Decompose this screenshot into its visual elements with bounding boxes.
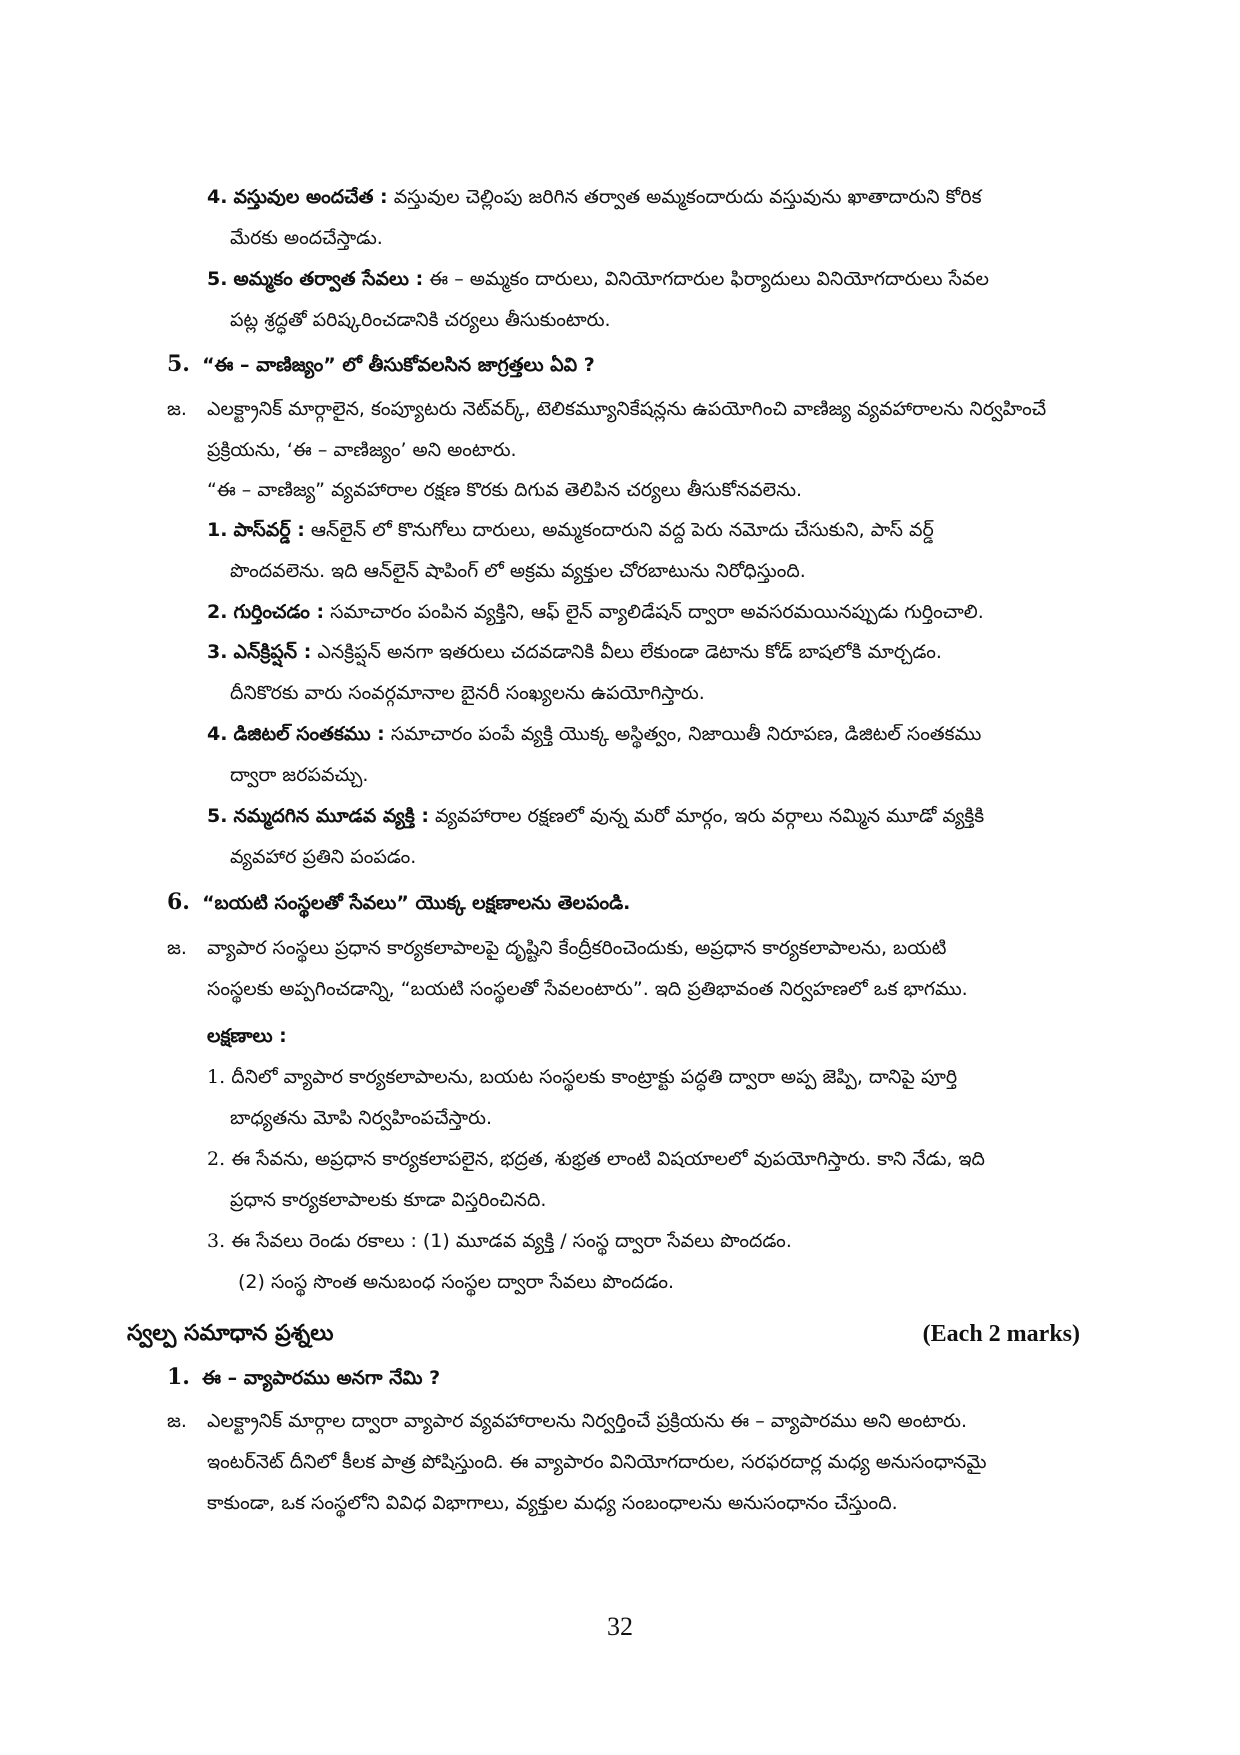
item-5-line2: పట్ల శ్రద్ధతో పరిష్కరించడానికి చర్యలు తీసుకుంటారు. — [230, 309, 611, 331]
point-text-cont: వ్యవహార ప్రతిని పంపడం. — [230, 846, 417, 868]
q5-point-4 — [207, 715, 981, 753]
answer-line: వ్యాపార సంస్థలు ప్రధాన కార్యకలాపాలపై దృష్టిని కేంద్రీకరించెందుకు, అప్రధాన కార్యకలాపాలను, బయటి — [207, 937, 947, 959]
point-number: 3. — [207, 641, 228, 663]
point-text: ఎనక్రిప్షన్ అనగా ఇతరులు చదవడానికి వీలు లేకుండా డెటాను కోడ్ బాషలోకి మార్చడం. — [317, 641, 942, 663]
short-question-1 — [167, 1358, 440, 1397]
point-text-cont: దీనికొరకు వారు సంవర్గమానాల బైనరీ సంఖ్యలను ఉపయోగిస్తారు. — [230, 682, 705, 704]
point-text: సమాచారం పంపిన వ్యక్తిని, ఆఫ్ లైన్ వ్యాలిడేషన్ ద్వారా అవసరమయినప్పుడు గుర్తించాలి. — [330, 601, 984, 623]
q5-point-5 — [207, 797, 984, 835]
question-number: 5. — [167, 351, 190, 377]
item-5-line1 — [207, 260, 989, 298]
question-number: 1. — [167, 1364, 190, 1390]
feature-text: ఈ సేవలు రెండు రకాలు : (1) మూడవ వ్యక్తి / సంస్థ ద్వారా సేవలు పొందడం. — [231, 1230, 792, 1252]
point-number: 1. — [207, 519, 228, 541]
point-text: ఆన్‌లైన్ లో కొనుగోలు దారులు, అమ్మకందారుని వద్ద పెరు నమోదు చేసుకుని, పాస్ వర్డ్ — [310, 519, 934, 541]
item-number: 5. — [207, 268, 228, 290]
item-4-line2: మేరకు అందచేస్తాడు. — [230, 227, 383, 249]
feature-text: దీనిలో వ్యాపార కార్యకలాపాలను, బయట సంస్థలకు కాంట్రాక్టు పద్ధతి ద్వారా అప్ప జెప్పి, దానిపై పూర్తి — [231, 1066, 958, 1088]
feature-text-cont: (2) సంస్థ సొంత అనుబంధ సంస్థల ద్వారా సేవలు పొందడం. — [238, 1271, 675, 1293]
point-text-cont: ద్వారా జరపవచ్చు. — [230, 764, 369, 786]
item-text: ఈ – అమ్మకం దారులు, వినియోగదారుల ఫిర్యాదులు వినియోగదారులు సేవల — [429, 268, 989, 290]
item-text: వస్తువుల చెల్లింపు జరిగిన తర్వాత అమ్మకందారుదు వస్తువును ఖాతాదారుని కోరిక — [393, 186, 982, 208]
q6-feature-1 — [207, 1058, 957, 1096]
answer-prefix: జ. — [167, 1410, 187, 1432]
q5-point-2 — [207, 593, 984, 631]
section-title: స్వల్ప సమాధాన ప్రశ్నలు — [127, 1321, 334, 1346]
answer-line: ఇంటర్‌నెట్ దీనిలో కీలక పాత్ర పోషిస్తుంది. ఈ వ్యాపారం వినియోగదారుల, సరఫరదార్ల మధ్య అనుసంధానమై — [207, 1451, 987, 1473]
feature-number: 2. — [207, 1148, 226, 1170]
q6-feature-2 — [207, 1140, 985, 1178]
point-text: వ్యవహారాల రక్షణలో వున్న మరో మార్గం, ఇరు వర్గాలు నమ్మిన మూడో వ్యక్తికి — [435, 805, 985, 827]
answer-line: ఎలక్ట్రానిక్ మార్గాలైన, కంప్యూటరు నెట్‌వర్క్, టెలికమ్యూనికేషన్లను ఉపయోగించి వాణిజ్య వ్యవహారాలను నిర్వహించే — [207, 398, 1047, 420]
feature-text: ఈ సేవను, అప్రధాన కార్యకలాపలైన, భద్రత, శుభ్రత లాంటి విషయాలలో వుపయోగిస్తారు. కాని నేడు, ఇది — [231, 1148, 985, 1170]
answer-line: కాకుండా, ఒక సంస్థలోని వివిధ విభాగాలు, వ్యక్తుల మధ్య సంబంధాలను అనుసంధానం చేస్తుంది. — [207, 1492, 898, 1514]
question-text: ఈ – వ్యాపారము అనగా నేమి ? — [202, 1367, 441, 1389]
point-label: గుర్తించడం : — [233, 601, 325, 623]
answer-line: ప్రక్రియను, ‘ఈ – వాణిజ్యం’ అని అంటారు. — [207, 439, 517, 461]
item-4-line1 — [207, 178, 982, 216]
item-label: అమ్మకం తర్వాత సేవలు : — [233, 268, 424, 290]
point-text-cont: పొందవలెను. ఇది ఆన్‌లైన్ షాపింగ్ లో అక్రమ వ్యక్తుల చోరబాటును నిరోధిస్తుంది. — [230, 560, 806, 582]
q5-point-1 — [207, 511, 934, 549]
question-number: 6. — [167, 889, 190, 915]
feature-text-cont: బాధ్యతను మోపి నిర్వహింపచేస్తారు. — [230, 1107, 493, 1129]
question-6 — [167, 883, 630, 922]
q6-feature-3 — [207, 1222, 792, 1260]
point-label: నమ్మదగిన మూడవ వ్యక్తి : — [233, 805, 429, 827]
point-number: 4. — [207, 723, 228, 745]
point-label: పాస్‌వర్డ్ : — [233, 519, 305, 541]
answer-prefix: జ. — [167, 398, 187, 420]
point-number: 2. — [207, 601, 228, 623]
question-text: “ఈ – వాణిజ్యం” లో తీసుకోవలసిన జాగ్రత్తలు ఏవి ? — [202, 354, 595, 376]
q5-point-3 — [207, 633, 942, 671]
features-heading: లక్షణాలు : — [207, 1025, 287, 1047]
answer-line: “ఈ – వాణిజ్య” వ్యవహారాల రక్షణ కొరకు దిగువ తెలిపిన చర్యలు తీసుకోనవలెను. — [207, 479, 803, 501]
point-label: డిజిటల్ సంతకము : — [233, 723, 385, 745]
feature-text-cont: ప్రధాన కార్యకలాపాలకు కూడా విస్తరించినది. — [230, 1189, 547, 1211]
answer-line: ఎలక్ట్రానిక్ మార్గాల ద్వారా వ్యాపార వ్యవహారాలను నిర్వర్తించే ప్రక్రియను ఈ – వ్యాపారము అని అంటారు. — [207, 1410, 968, 1432]
point-label: ఎన్‌క్రిప్షన్ : — [233, 641, 312, 663]
marks-label: (Each 2 marks) — [922, 1321, 1080, 1347]
answer-prefix: జ. — [167, 937, 187, 959]
question-5 — [167, 345, 595, 384]
page-number: 32 — [607, 1612, 633, 1641]
item-label: వస్తువుల అందచేత : — [233, 186, 388, 208]
point-text: సమాచారం పంపే వ్యక్తి యొక్క అస్థిత్వం, నిజాయితీ నిరూపణ, డిజిటల్ సంతకము — [390, 723, 982, 745]
point-number: 5. — [207, 805, 228, 827]
question-text: “బయటి సంస్థలతో సేవలు” యొక్క లక్షణాలను తెలపండి. — [202, 892, 631, 914]
answer-line: సంస్థలకు అప్పగించడాన్ని, “బయటి సంస్థలతో సేవలంటారు”. ఇది ప్రతిభావంత నిర్వహణలో ఒక భాగము. — [207, 978, 968, 1000]
item-number: 4. — [207, 186, 228, 208]
feature-number: 3. — [207, 1230, 226, 1252]
feature-number: 1. — [207, 1066, 226, 1088]
